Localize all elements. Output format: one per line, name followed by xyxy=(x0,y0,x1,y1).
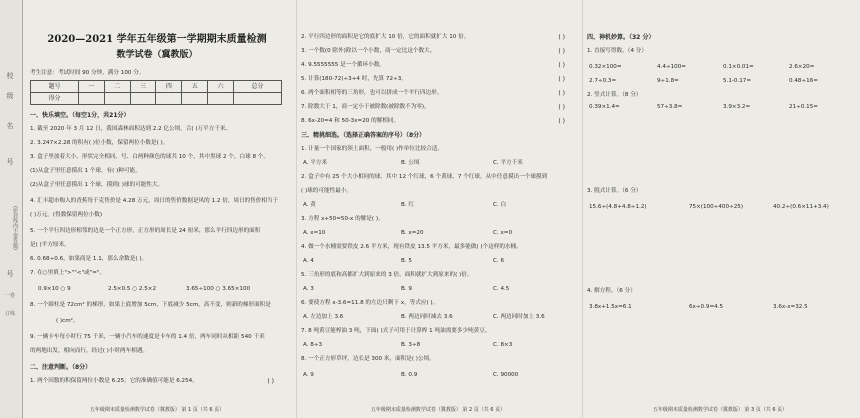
page-1-column xyxy=(26,0,288,418)
score-cell[interactable] xyxy=(104,93,130,105)
question: 7. 在○里填上">""<"或"="。 xyxy=(30,270,106,276)
calc-item: 2.7÷0.3= xyxy=(589,78,617,84)
comparison-item: 2.5×0.5 ○ 2.5×2 xyxy=(108,286,157,292)
score-cell[interactable] xyxy=(78,93,104,105)
option: A. 左边加上 3.6 xyxy=(303,314,344,320)
option: C. 6 xyxy=(493,258,505,264)
binding-label: 订线 xyxy=(4,311,15,317)
calc-item: 40.2÷(0.6×11+3.4) xyxy=(773,204,829,210)
question: 5. 三角形的底和高都扩大到原来的 3 倍，面积就扩大到原来的( )倍。 xyxy=(301,272,473,278)
score-header: 五 xyxy=(182,81,208,93)
exam-note: 考生注意：考试时间 90 分钟，满分 100 分。 xyxy=(30,70,145,76)
answer-paren: ( ) xyxy=(558,76,565,83)
binding-label: 级 xyxy=(6,92,14,100)
question: 5. 一个平行四边形相邻的边是一个正方形，正方形的周长是 24 厘米，那么平行四边形的面积 xyxy=(30,228,261,234)
calc-item: 0.32×100= xyxy=(589,64,622,70)
calc-item: 3.6x-x=32.5 xyxy=(773,304,808,310)
question: 4. 做一个水桶需要铁皮 2.6 平方米，现有铁皮 13.5 平方米，最多能做( )个这样的水桶。 xyxy=(301,244,522,250)
exam-subtitle: 数学试卷（冀教版） xyxy=(116,50,198,60)
option: A. 3 xyxy=(303,286,314,292)
score-header: 题号 xyxy=(31,81,79,93)
option: C. 8×3 xyxy=(493,342,513,348)
question: 1. 截至 2020 年 3 月 12 日，我国森林面积达到 2.2 亿公顷，合( )万平方千米。 xyxy=(30,126,232,132)
question: 1. 直接写得数。（4 分） xyxy=(587,48,647,54)
binding-label: 号 xyxy=(6,270,14,278)
page-footer: 五年级期末质量检测数学试卷（冀教版） 第 2 页（共 6 页） xyxy=(370,406,506,413)
question: 3. 方程 x+50=50-x 的解是( )。 xyxy=(301,216,384,222)
question: 的两地出发，相向而行，经过( )小时两车相遇。 xyxy=(30,348,149,354)
option: B. 0.9 xyxy=(401,372,418,378)
calc-item: 6x÷0.9=4.5 xyxy=(689,304,724,310)
question: 4. 解方程。（6 分） xyxy=(587,288,636,294)
score-header: 二 xyxy=(104,81,130,93)
score-cell[interactable] xyxy=(208,93,234,105)
page-3-column xyxy=(582,0,857,418)
calc-item: 57÷3.8= xyxy=(657,104,683,110)
option: B. 9 xyxy=(401,286,412,292)
page-footer: 五年级期末质量检测数学试卷（冀教版） 第 3 页（共 6 页） xyxy=(652,406,788,413)
option: A. 黄 xyxy=(303,202,316,208)
section-heading: 二、注意判断。（8分） xyxy=(30,364,92,371)
calc-item: 75×(100÷400÷25) xyxy=(689,204,744,210)
question: 9. 一辆卡车每小时行 75 千米，一辆小汽车的速度是卡车的 1.4 倍，两车同时从相距 540 千米 xyxy=(30,334,265,340)
option: B. 两边同时减去 3.6 xyxy=(401,314,453,320)
question: 5. 计算(180-72)÷3+4 时，先算 72÷3。 xyxy=(301,76,407,82)
score-cell[interactable] xyxy=(156,93,182,105)
score-header: 四 xyxy=(156,81,182,93)
option: C. 4.5 xyxy=(493,286,510,292)
answer-paren: ( ) xyxy=(558,48,565,55)
calc-item: 0.48÷16= xyxy=(789,78,818,84)
calc-item: 5.1-0.17= xyxy=(723,78,752,84)
question: 8. 一个圆柱是 72cm² 的梯形，如果上底增加 5cm，下底减少 5cm，高不变，则新的梯形面积是 xyxy=(30,302,271,308)
option: B. 红 xyxy=(401,202,414,208)
answer-paren: ( ) xyxy=(558,34,565,41)
option: C. 白 xyxy=(493,202,507,208)
question: (2)从盒子里任意摸出 1 个球，摸到( )球的可能性大。 xyxy=(30,182,164,188)
section-heading: 三、精挑细选。（选择正确答案的序号）（8分） xyxy=(301,132,426,139)
calc-item: 3.9×3.2= xyxy=(723,104,751,110)
question: 6. 两个面积相等的三角形，也可以拼成一个平行四边形。 xyxy=(301,90,443,96)
answer-paren: ( ) xyxy=(558,104,565,111)
option: C. 90000 xyxy=(493,372,519,378)
option: C. 平方千米 xyxy=(493,160,523,166)
binding-label: 名 xyxy=(6,122,14,130)
exam-title: 2020—2021 学年五年级第一学期期末质量检测 xyxy=(47,34,267,45)
binding-margin xyxy=(0,0,23,418)
question: 6. 要使方程 x-3.6=11.8 的左边只剩下 x，等式应( )。 xyxy=(301,300,439,306)
question: 4. 汇丰超市购入的香蕉每千克售价是 4.28 万元，周日的售价数据是风的 1.2 倍，周日的售价相当于 xyxy=(30,198,279,204)
score-header: 一 xyxy=(78,81,104,93)
score-cell[interactable] xyxy=(234,93,282,105)
score-header: 三 xyxy=(130,81,156,93)
question: 2. 3.247×2.28 的积有( )位小数，保留两位小数是( )。 xyxy=(30,140,169,146)
answer-paren: ( ) xyxy=(558,118,565,125)
calc-item: 2.6×20= xyxy=(789,64,815,70)
question: 3. 一个数(0 除外)除以一个小数，商一定比这个数大。 xyxy=(301,48,436,54)
score-cell[interactable] xyxy=(182,93,208,105)
question: 7. 除数大于 1，商一定小于被除数(被除数不为零)。 xyxy=(301,104,430,110)
page-2-column xyxy=(296,0,579,418)
score-table xyxy=(30,80,282,105)
question: 3. 脱式计算。（6 分） xyxy=(587,188,642,194)
section-heading: 四、神机妙算。（32 分） xyxy=(587,34,655,41)
option: A. 4 xyxy=(303,258,314,264)
calc-item: 21÷0.15= xyxy=(789,104,818,110)
question: 4. 9.5555555 是一个循环小数。 xyxy=(301,62,385,68)
option: C. 两边同时加上 3.6 xyxy=(493,314,545,320)
question: 8. 一个正方形草坪，边长是 300 米，面积是( )公顷。 xyxy=(301,356,435,362)
calc-item: 9÷1.8= xyxy=(657,78,679,84)
question: 1. 计量一个国家的领土面积，一般用( )作单位比较合适。 xyxy=(301,146,443,152)
option: B. 5 xyxy=(401,258,412,264)
option: B. 公顷 xyxy=(401,160,420,166)
answer-paren: ( ) xyxy=(558,90,565,97)
option: B. 3÷8 xyxy=(401,342,421,348)
option: B. x=20 xyxy=(401,230,424,236)
question: 8. 6x-20=4 和 50-3x=20 的解相同。 xyxy=(301,118,400,124)
score-header: 总分 xyxy=(234,81,282,93)
question: 是( )平方厘米。 xyxy=(30,242,70,248)
question: 6. 0.68÷0.6，如果商是 1.1，那么余数是( )。 xyxy=(30,256,148,262)
score-header: 六 xyxy=(208,81,234,93)
question: ( )球的可能性最小。 xyxy=(301,188,352,194)
option: A. x=10 xyxy=(303,230,326,236)
score-cell[interactable] xyxy=(130,93,156,105)
binding-label: (密封线内不要答题) xyxy=(12,206,18,250)
question: 1. 两个因数的积保留两位小数是 6.25，它的准确值可能是 6.254。 xyxy=(30,378,198,384)
section-heading: 一、快乐填空。（每空1分，共21分） xyxy=(30,112,130,119)
question: 2. 盒子中有 25 个大小相同的球，其中 12 个红球，6 个黄球，7 个红球，从中任意摸出一个球摸到 xyxy=(301,174,548,180)
calc-item: 3.8x+1.5x=6.1 xyxy=(589,304,632,310)
question: (1)从盒子里任意摸出 1 个球，有( )种可能。 xyxy=(30,168,141,174)
comparison-item: 0.9×10 ○ 9 xyxy=(38,286,71,292)
page-footer: 五年级期末质量检测数学试卷（冀教版） 第 1 页（共 6 页） xyxy=(89,406,225,413)
answer-paren: ( ) xyxy=(558,62,565,69)
question: 3. 盒子里放着大小、形状完全相同、号、白两种颜色的球共 10 个，其中黑球 2 个，白球 8 个。 xyxy=(30,154,269,160)
option: A. 平方米 xyxy=(303,160,328,166)
option: A. 9 xyxy=(303,372,314,378)
option: C. x=0 xyxy=(493,230,513,236)
calc-item: 0.1×0.01= xyxy=(723,64,754,70)
question: ( )万元。(得数保留两位小数) xyxy=(30,212,103,218)
binding-label: 校 xyxy=(6,72,14,80)
comparison-item: 3.65÷100 ○ 3.65×100 xyxy=(186,286,251,292)
binding-label: 号 xyxy=(6,158,14,166)
question: 7. 8 吨黄豆能榨油 3 吨，下面( )式子可用于计算榨 1 吨油需要多少吨黄豆。 xyxy=(301,328,491,334)
option: A. 8÷3 xyxy=(303,342,323,348)
question: 2. 竖式计算。（8 分） xyxy=(587,92,642,98)
question: ( )cm²。 xyxy=(56,318,79,324)
calc-item: 0.39×1.4= xyxy=(589,104,620,110)
answer-paren: ( ) xyxy=(267,378,274,385)
score-row-label: 得分 xyxy=(31,93,79,105)
calc-item: 4.4÷100= xyxy=(657,64,686,70)
binding-label: 一卷 xyxy=(4,293,15,299)
calc-item: 15.6÷(4.8+4.8÷1.2) xyxy=(589,204,647,210)
question: 2. 平行四边形的面积是它的底扩大 10 倍，它的面积就扩大 10 倍。 xyxy=(301,34,470,40)
